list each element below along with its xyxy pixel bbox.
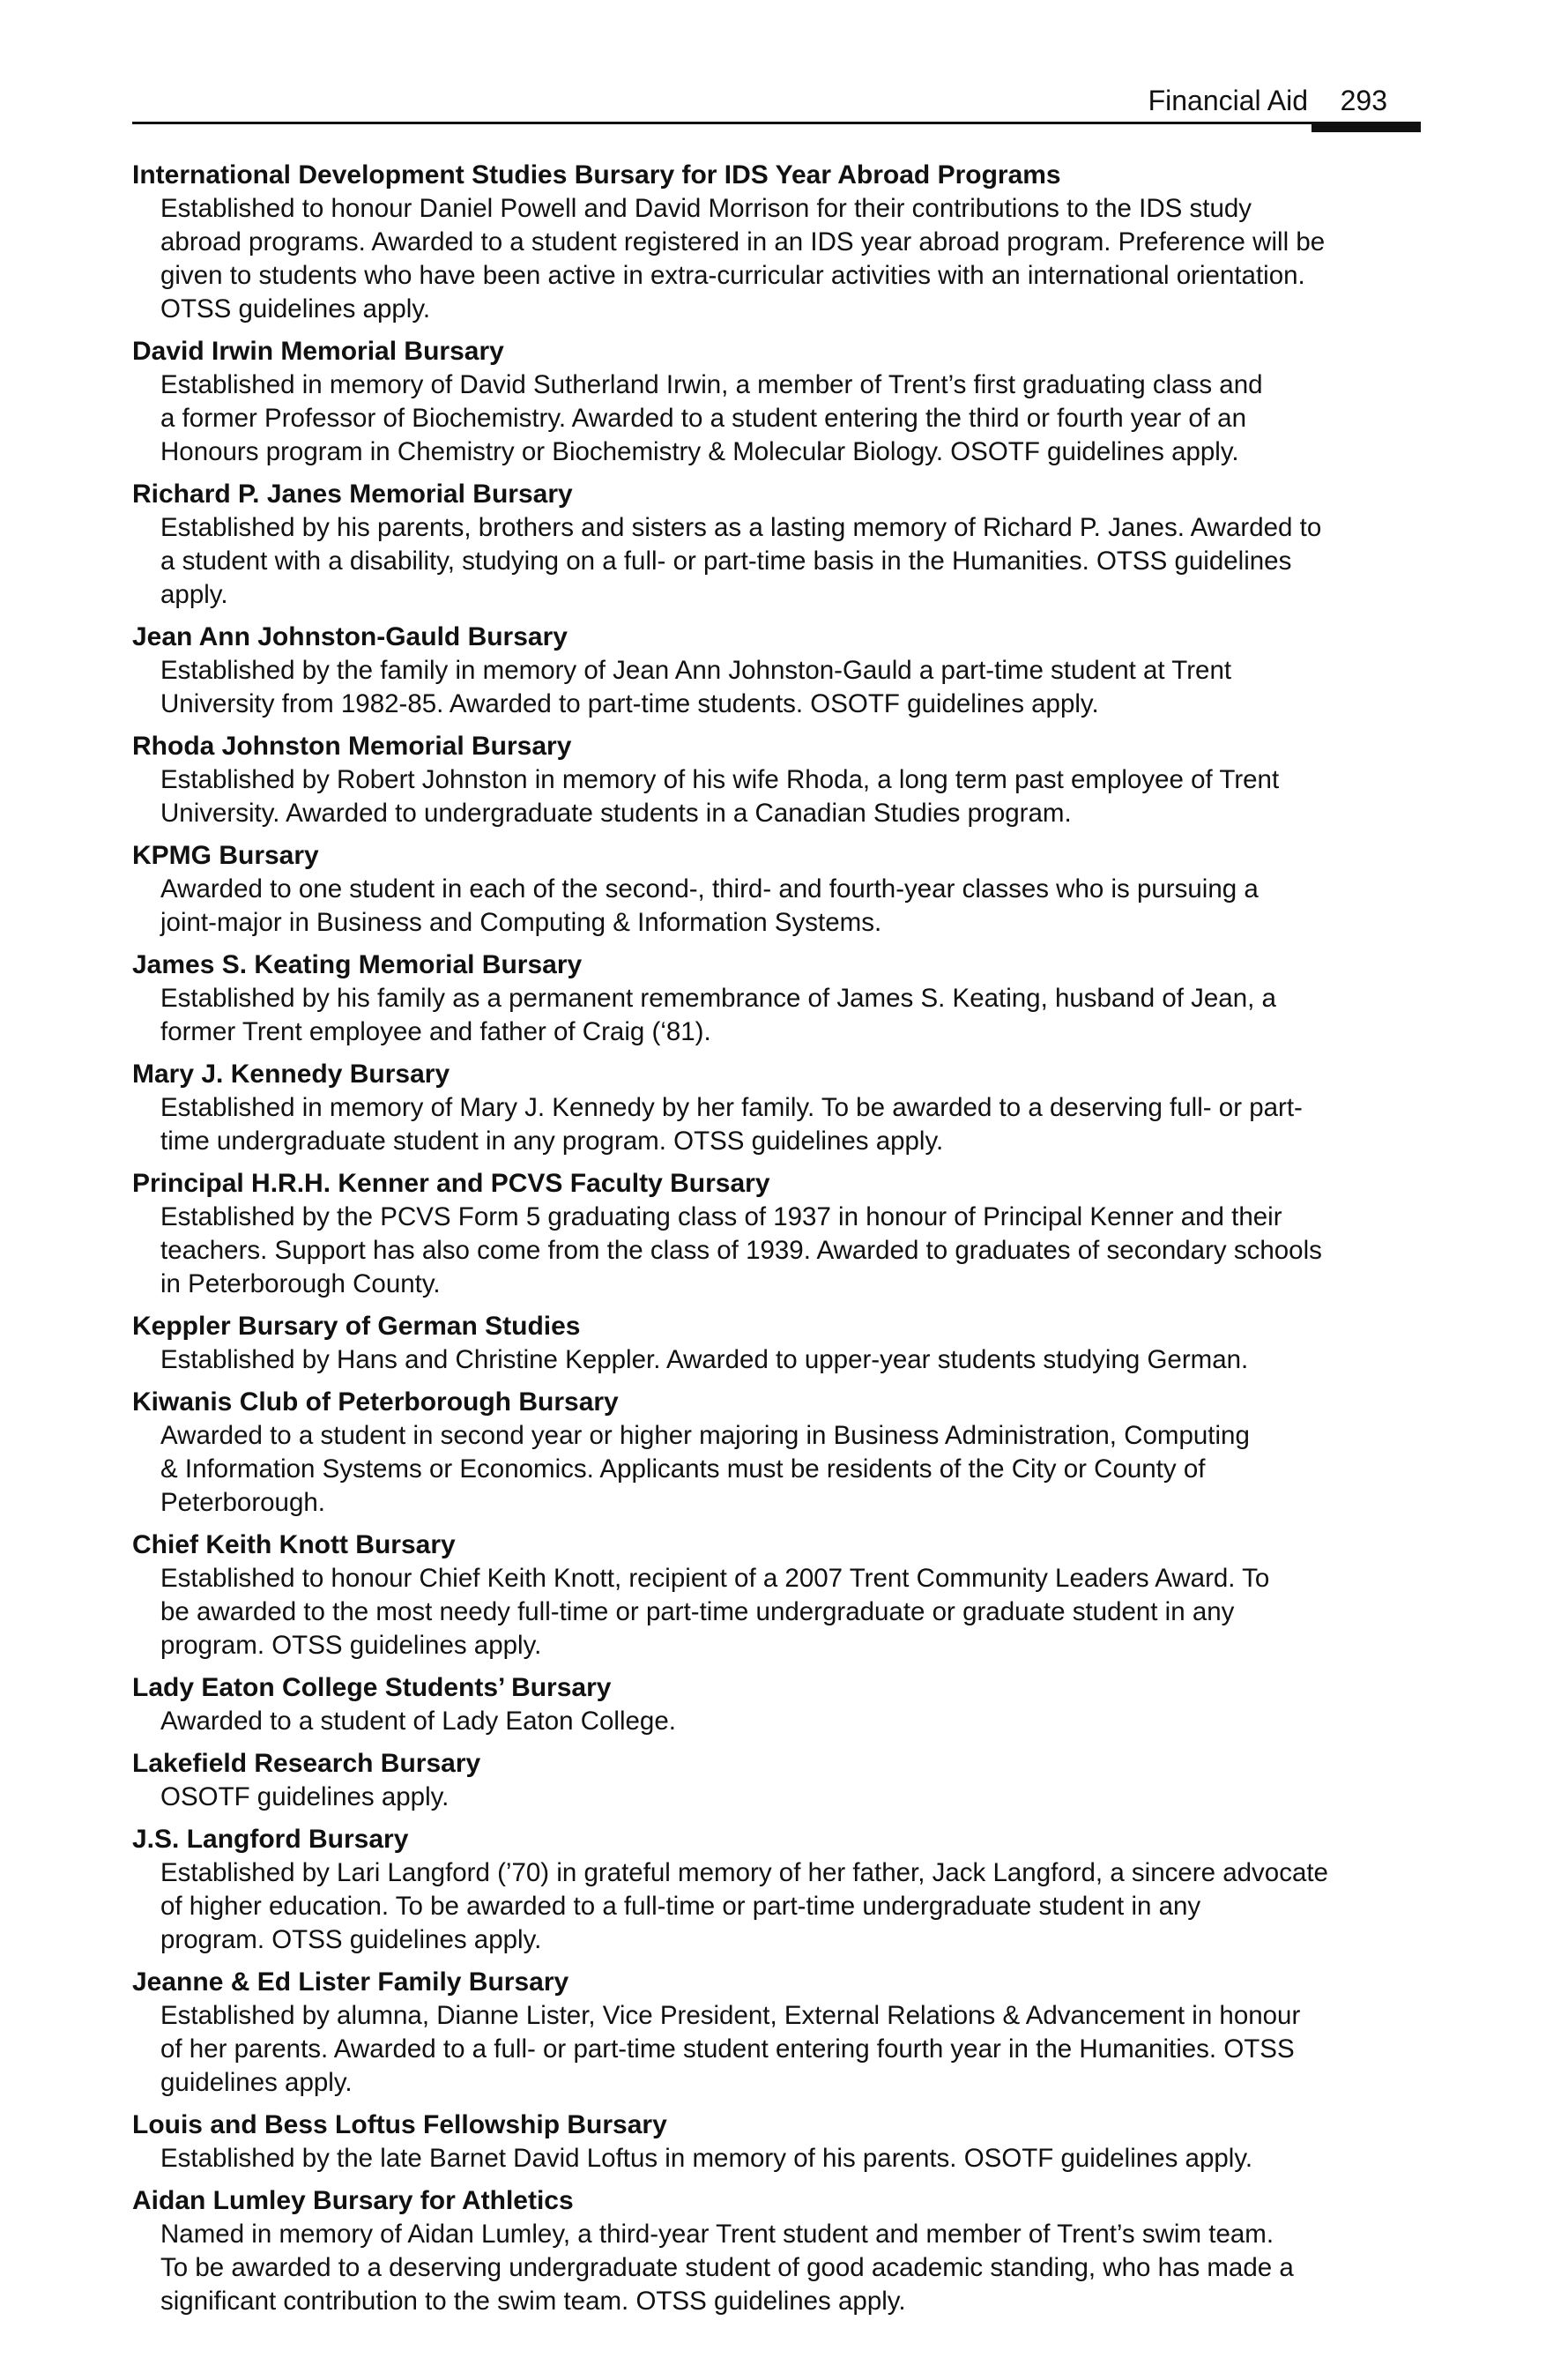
bursary-title: Rhoda Johnston Memorial Bursary: [132, 732, 572, 761]
bursary-description-line: guidelines apply.: [160, 2068, 353, 2097]
bursary-description-line: program. OTSS guidelines apply.: [160, 1925, 542, 1954]
bursary-description-line: & Information Systems or Economics. Applicants must be residents of the City or County of: [160, 1454, 1206, 1484]
bursary-description-line: teachers. Support has also come from the class of 1939. Awarded to graduates of secondary schools: [160, 1236, 1322, 1265]
bursary-description-line: Established by Robert Johnston in memory of his wife Rhoda, a long term past employee of Trent: [160, 765, 1280, 794]
bursary-entry: [132, 1966, 1421, 2100]
bursary-entry: [132, 159, 1421, 326]
bursary-title: David Irwin Memorial Bursary: [132, 337, 504, 366]
bursary-description-line: To be awarded to a deserving undergraduate student of good academic standing, who has made a: [160, 2253, 1294, 2282]
bursary-description-line: of her parents. Awarded to a full- or part-time student entering fourth year in the Humanities. OTSS: [160, 2034, 1295, 2064]
bursary-title: Louis and Bess Loftus Fellowship Bursary: [132, 2110, 667, 2139]
bursary-list: [132, 159, 1421, 2327]
bursary-description-line: Named in memory of Aidan Lumley, a third-year Trent student and member of Trent’s swim team.: [160, 2220, 1274, 2249]
bursary-entry: [132, 2109, 1421, 2175]
running-header-section: Financial Aid: [1148, 85, 1308, 116]
bursary-title: James S. Keating Memorial Bursary: [132, 950, 583, 979]
bursary-entry: [132, 948, 1421, 1049]
bursary-description-line: time undergraduate student in any program. OTSS guidelines apply.: [160, 1127, 944, 1156]
bursary-entry: [132, 1310, 1421, 1377]
bursary-description-line: Established to honour Daniel Powell and David Morrison for their contributions to the IDS study: [160, 194, 1252, 223]
bursary-entry: [132, 621, 1421, 721]
bursary-entry: [132, 1058, 1421, 1158]
header-tab-bar: [1312, 122, 1421, 132]
bursary-description-line: Established to honour Chief Keith Knott, recipient of a 2007 Trent Community Leaders Award. To: [160, 1564, 1270, 1593]
bursary-description-line: Established by the family in memory of Jean Ann Johnston-Gauld a part-time student at Trent: [160, 656, 1232, 685]
bursary-title: J.S. Langford Bursary: [132, 1825, 409, 1854]
page-header: [132, 81, 1421, 134]
bursary-description-line: significant contribution to the swim team. OTSS guidelines apply.: [160, 2287, 906, 2316]
bursary-title: Lady Eaton College Students’ Bursary: [132, 1673, 612, 1702]
bursary-title: Jean Ann Johnston-Gauld Bursary: [132, 622, 568, 651]
bursary-title: Richard P. Janes Memorial Bursary: [132, 480, 573, 509]
bursary-description-line: a former Professor of Biochemistry. Awarded to a student entering the third or fourth year of an: [160, 404, 1246, 433]
bursary-description-line: apply.: [160, 580, 228, 609]
bursary-description-line: Awarded to one student in each of the second-, third- and fourth-year classes who is pursuing a: [160, 874, 1259, 904]
bursary-description-line: Established by his family as a permanent remembrance of James S. Keating, husband of Jean, a: [160, 984, 1276, 1013]
bursary-entry: [132, 1528, 1421, 1662]
bursary-entry: [132, 2184, 1421, 2318]
bursary-title: Lakefield Research Bursary: [132, 1749, 481, 1778]
header-rule: [132, 122, 1313, 124]
bursary-entry: [132, 1167, 1421, 1301]
bursary-description-line: Established by alumna, Dianne Lister, Vice President, External Relations & Advancement in honour: [160, 2001, 1301, 2030]
bursary-title: International Development Studies Bursary for IDS Year Abroad Programs: [132, 160, 1061, 190]
bursary-description-line: a student with a disability, studying on a full- or part-time basis in the Humanities. OTSS guidelines: [160, 547, 1292, 576]
bursary-description-line: Awarded to a student in second year or higher majoring in Business Administration, Computing: [160, 1421, 1250, 1450]
bursary-description-line: Peterborough.: [160, 1488, 325, 1517]
bursary-description-line: be awarded to the most needy full-time or part-time undergraduate or graduate student in any: [160, 1597, 1235, 1626]
bursary-entry: [132, 1747, 1421, 1814]
bursary-description-line: Established by the late Barnet David Loftus in memory of his parents. OSOTF guidelines apply.: [160, 2144, 1253, 2173]
bursary-entry: [132, 1671, 1421, 1738]
bursary-description-line: given to students who have been active in extra-curricular activities with an international orientation.: [160, 261, 1305, 290]
bursary-description-line: OTSS guidelines apply.: [160, 294, 431, 324]
bursary-description-line: OSOTF guidelines apply.: [160, 1782, 450, 1811]
bursary-description-line: University. Awarded to undergraduate students in a Canadian Studies program.: [160, 799, 1072, 828]
bursary-entry: [132, 730, 1421, 830]
bursary-title: KPMG Bursary: [132, 841, 319, 870]
bursary-title: Mary J. Kennedy Bursary: [132, 1060, 450, 1089]
bursary-description-line: Awarded to a student of Lady Eaton College.: [160, 1707, 676, 1736]
bursary-title: Keppler Bursary of German Studies: [132, 1312, 581, 1341]
bursary-title: Aidan Lumley Bursary for Athletics: [132, 2186, 574, 2215]
bursary-description-line: joint-major in Business and Computing & Information Systems.: [160, 908, 882, 937]
bursary-description-line: program. OTSS guidelines apply.: [160, 1631, 542, 1660]
bursary-description-line: in Peterborough County.: [160, 1269, 441, 1298]
page-number: 293: [1340, 85, 1387, 116]
bursary-title: Kiwanis Club of Peterborough Bursary: [132, 1387, 619, 1417]
bursary-description-line: Established in memory of David Sutherland Irwin, a member of Trent’s first graduating class and: [160, 370, 1263, 399]
bursary-entry: [132, 1386, 1421, 1520]
bursary-entry: [132, 839, 1421, 940]
bursary-description-line: Established in memory of Mary J. Kennedy by her family. To be awarded to a deserving full- or part-: [160, 1093, 1303, 1122]
bursary-title: Chief Keith Knott Bursary: [132, 1530, 456, 1559]
bursary-description-line: Established by Lari Langford (’70) in grateful memory of her father, Jack Langford, a sincere advocate: [160, 1858, 1328, 1887]
bursary-entry: [132, 335, 1421, 469]
bursary-description-line: former Trent employee and father of Craig (‘81).: [160, 1017, 711, 1046]
bursary-description-line: Honours program in Chemistry or Biochemistry & Molecular Biology. OSOTF guidelines apply.: [160, 437, 1239, 466]
bursary-title: Jeanne & Ed Lister Family Bursary: [132, 1967, 569, 1997]
bursary-description-line: abroad programs. Awarded to a student registered in an IDS year abroad program. Preference will be: [160, 227, 1326, 257]
bursary-title: Principal H.R.H. Kenner and PCVS Faculty Bursary: [132, 1169, 770, 1198]
bursary-description-line: of higher education. To be awarded to a full-time or part-time undergraduate student in any: [160, 1892, 1201, 1921]
bursary-entry: [132, 478, 1421, 612]
bursary-description-line: Established by Hans and Christine Keppler. Awarded to upper-year students studying German.: [160, 1345, 1249, 1374]
bursary-description-line: Established by the PCVS Form 5 graduating class of 1937 in honour of Principal Kenner and their: [160, 1202, 1282, 1231]
bursary-description-line: Established by his parents, brothers and sisters as a lasting memory of Richard P. Janes. Awarded to: [160, 513, 1322, 542]
bursary-description-line: University from 1982-85. Awarded to part-time students. OSOTF guidelines apply.: [160, 689, 1099, 718]
bursary-entry: [132, 1823, 1421, 1957]
